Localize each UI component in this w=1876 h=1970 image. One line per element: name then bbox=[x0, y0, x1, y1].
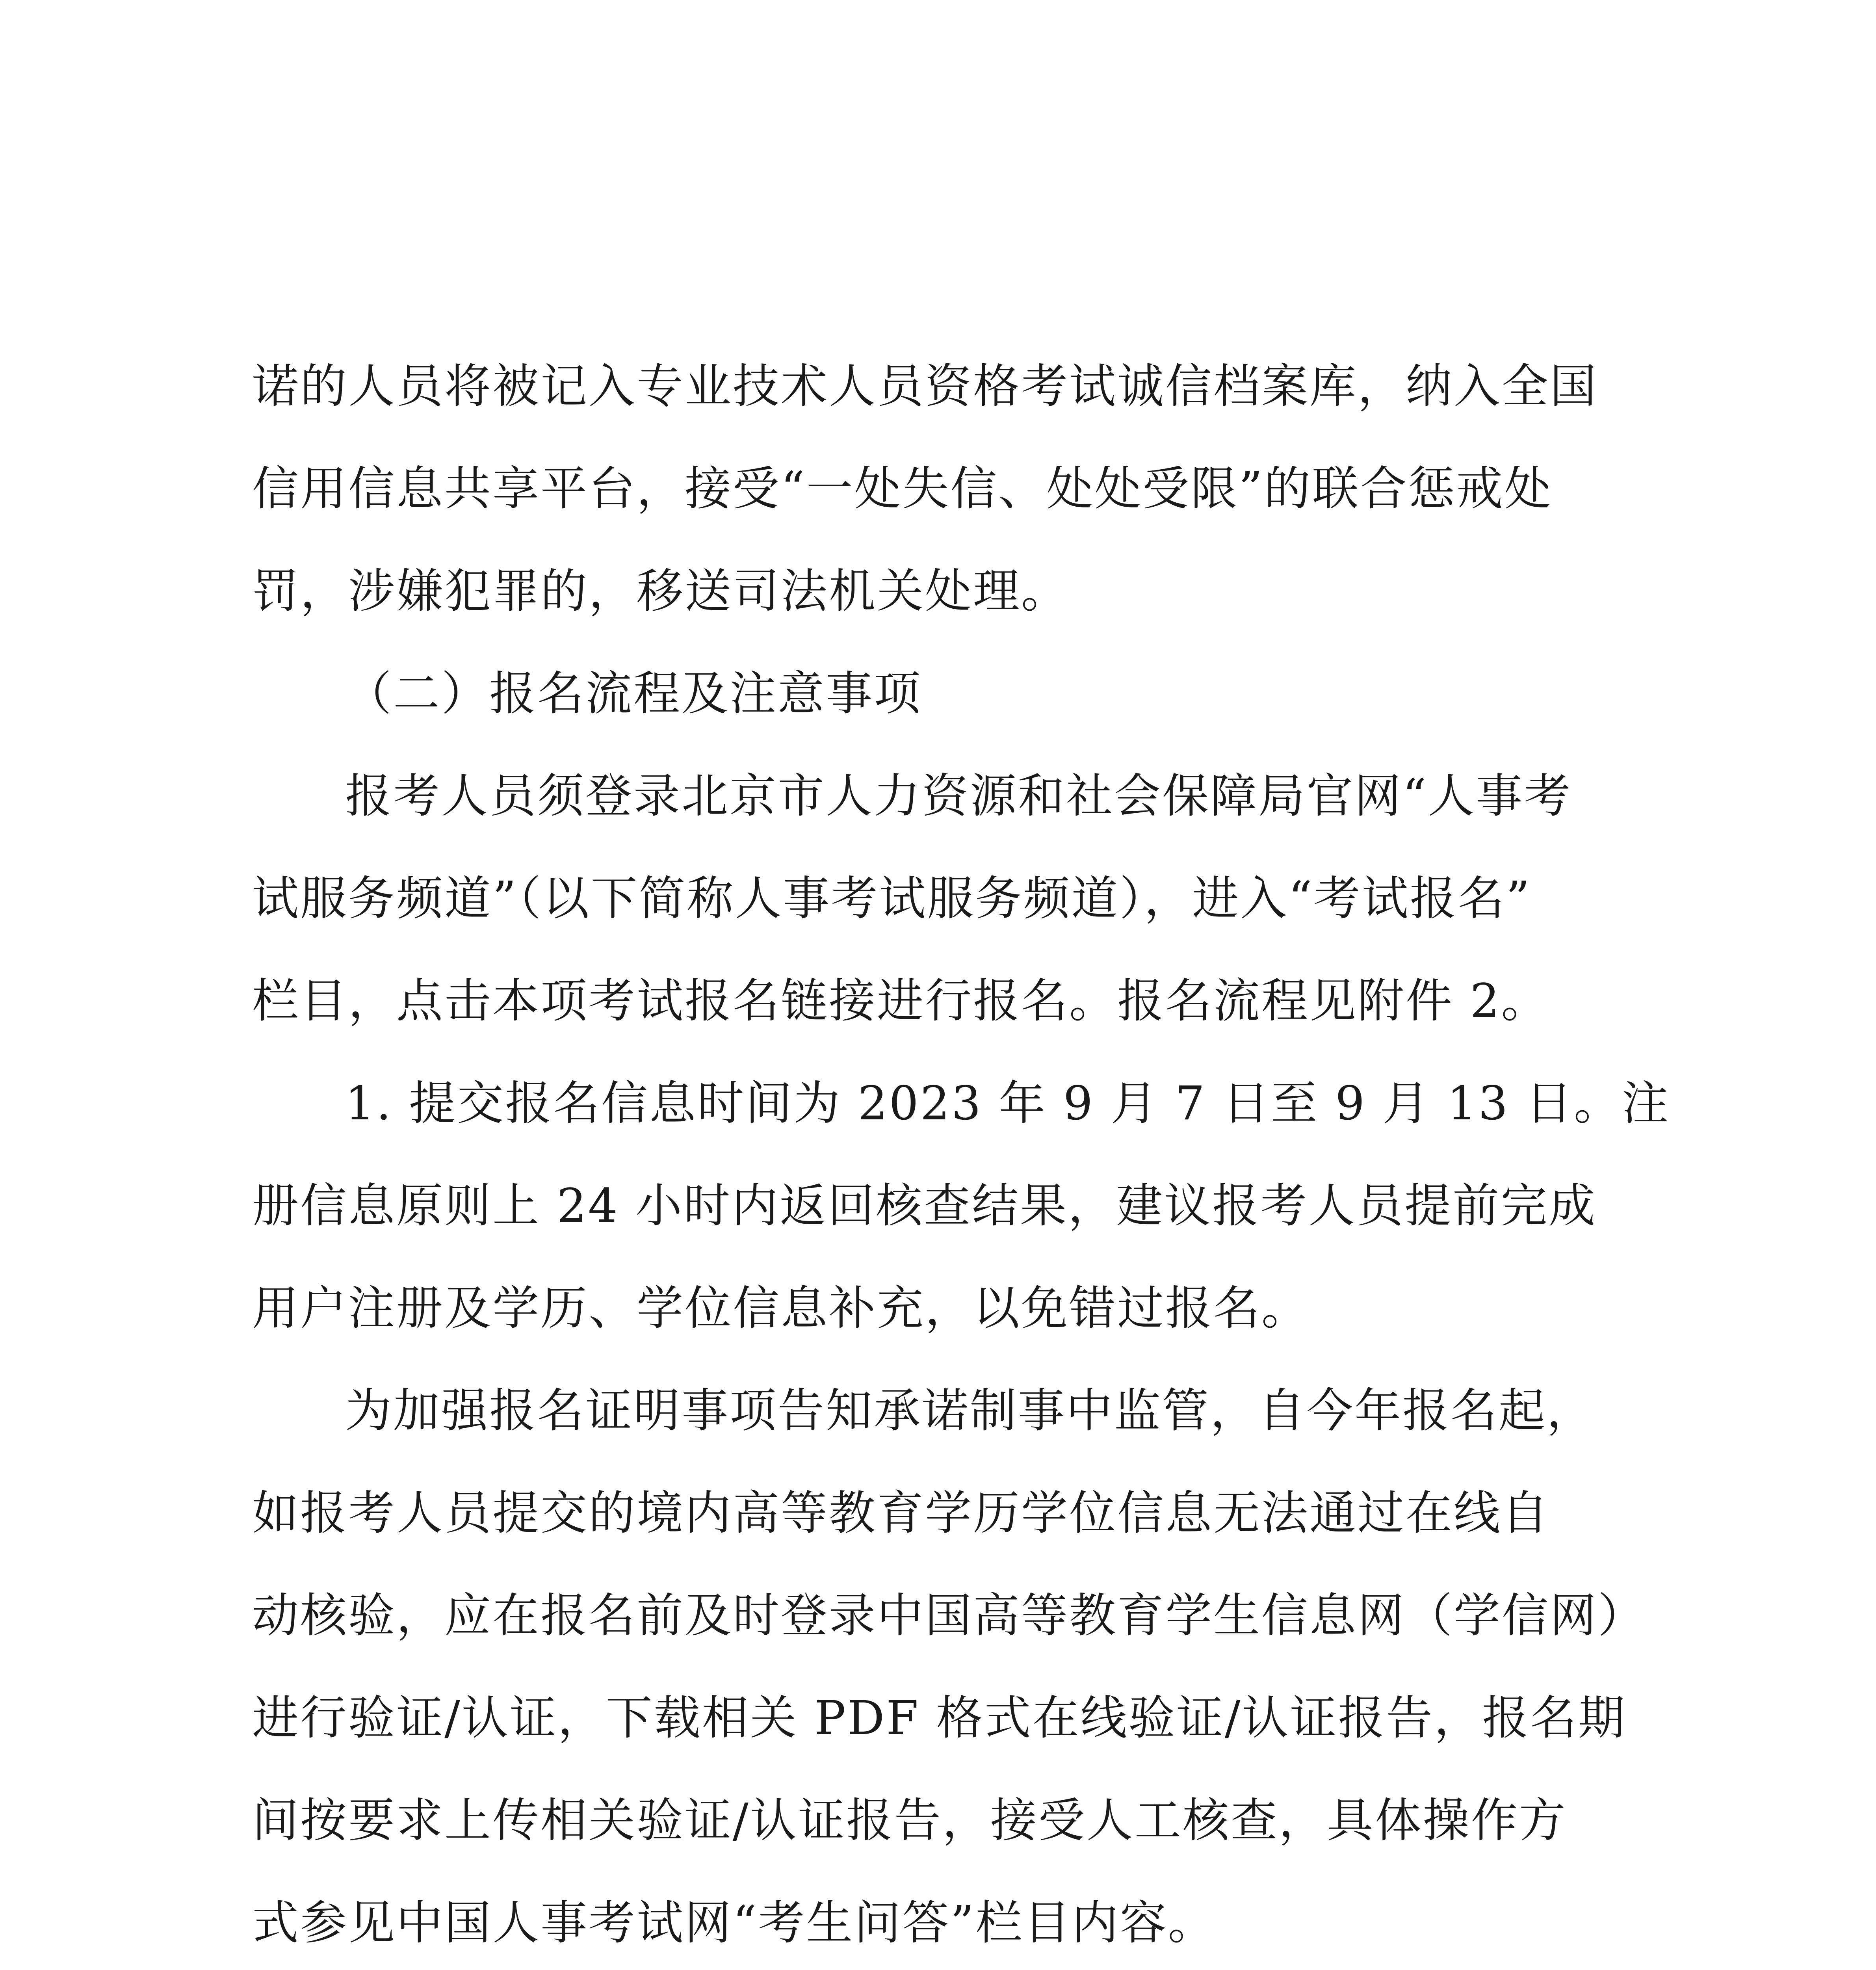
paragraph-line: 册信息原则上 24 小时内返回核查结果，建议报考人员提前完成 bbox=[252, 1178, 1597, 1233]
paragraph-line: 动核验，应在报名前及时登录中国高等教育学生信息网（学信网） bbox=[252, 1588, 1646, 1643]
paragraph-line: 为加强报名证明事项告知承诺制事中监管，自今年报名起， bbox=[345, 1383, 1595, 1438]
paragraph-line: 用户注册及学历、学位信息补充，以免错过报名。 bbox=[252, 1281, 1310, 1335]
section-heading: （二）报名流程及注意事项 bbox=[345, 666, 922, 721]
paragraph-line: 进行验证/认证，下载相关 PDF 格式在线验证/认证报告，报名期 bbox=[252, 1691, 1627, 1745]
paragraph-line: 报考人员须登录北京市人力资源和社会保障局官网“人事考 bbox=[345, 769, 1572, 823]
paragraph-line: 信用信息共享平台，接受“一处失信、处处受限”的联合惩戒处 bbox=[252, 461, 1553, 516]
paragraph-line: 诺的人员将被记入专业技术人员资格考试诚信档案库，纳入全国 bbox=[252, 359, 1598, 413]
paragraph-line: 间按要求上传相关验证/认证报告，接受人工核查，具体操作方 bbox=[252, 1793, 1567, 1847]
paragraph-line: 试服务频道”（以下简称人事考试服务频道），进入“考试报名” bbox=[252, 871, 1531, 926]
paragraph-line: 如报考人员提交的境内高等教育学历学位信息无法通过在线自 bbox=[252, 1486, 1550, 1540]
paragraph-line: 罚，涉嫌犯罪的，移送司法机关处理。 bbox=[252, 564, 1070, 618]
paragraph-line: 式参见中国人事考试网“考生问答”栏目内容。 bbox=[252, 1896, 1216, 1950]
document-body bbox=[252, 335, 1670, 1970]
paragraph-line: 1. 提交报名信息时间为 2023 年 9 月 7 日至 9 月 13 日。注 bbox=[345, 1076, 1670, 1130]
paragraph-line: 栏目，点击本项考试报名链接进行报名。报名流程见附件 2。 bbox=[252, 974, 1549, 1028]
